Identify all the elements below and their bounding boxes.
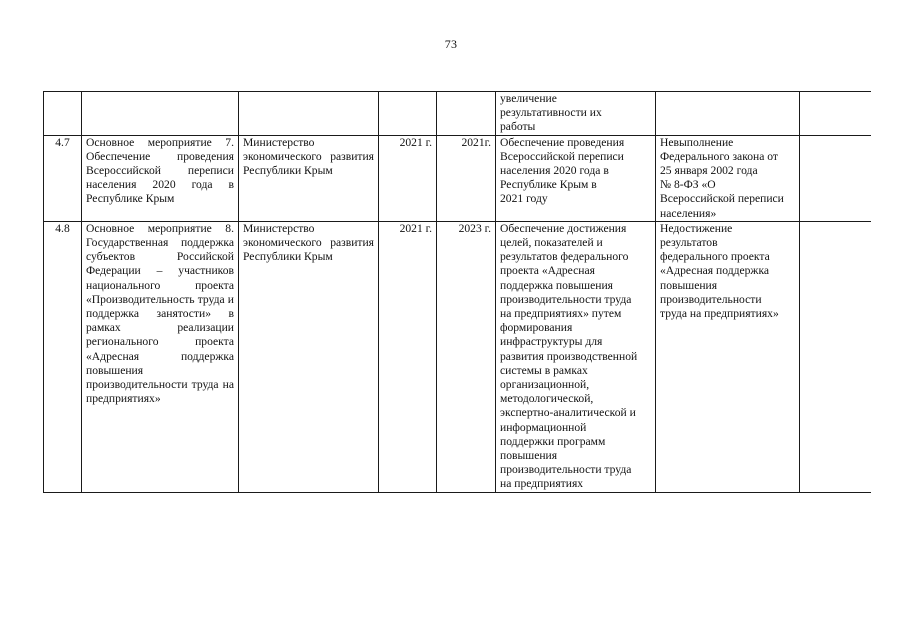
cell-executor: [239, 92, 379, 136]
cell-executor: Министерство экономического развития Республики Крым: [239, 135, 379, 221]
table-row-4-8: [44, 221, 871, 492]
cell-indicator-link: [800, 92, 871, 136]
table-row-continuation: [44, 92, 871, 136]
cell-number: [44, 92, 82, 136]
cell-consequence: Недостижение результатов федерального проекта «Адресная поддержка повышения производительности труда на предприятиях»: [656, 221, 800, 492]
cell-expected-result: Обеспечение проведения Всероссийской переписи населения 2020 года в Республике Крым в 2021 году: [496, 135, 656, 221]
table-row-4-7: [44, 135, 871, 221]
cell-end-year: 2021г.: [437, 135, 496, 221]
cell-number: 4.7: [44, 135, 82, 221]
cell-consequence: Невыполнение Федерального закона от 25 января 2002 года № 8-ФЗ «О Всероссийской переписи населения»: [656, 135, 800, 221]
cell-event: Основное мероприятие 8. Государственная поддержка субъектов Российской Федерации – участников национального проекта «Производительность труда и поддержка занятости» в рамках реализации регионального проекта «Адресная поддержка повышения производительности труда на предприятиях»: [82, 221, 239, 492]
cell-indicator-link: [800, 221, 871, 492]
cell-event: Основное мероприятие 7. Обеспечение проведения Всероссийской переписи населения 2020 года в Республике Крым: [82, 135, 239, 221]
cell-indicator-link: [800, 135, 871, 221]
cell-event: [82, 92, 239, 136]
cell-start-year: [379, 92, 437, 136]
cell-executor: Министерство экономического развития Республики Крым: [239, 221, 379, 492]
program-events-table: [43, 91, 871, 493]
cell-expected-result: Обеспечение достижения целей, показателей и результатов федерального проекта «Адресная поддержка повышения производительности труда на предприятиях» путем формирования инфраструктуры для развития производственной системы в рамках организационной, методологической, экспертно-аналитической и информационной поддержки программ повышения производительности труда на предприятиях: [496, 221, 656, 492]
cell-end-year: 2023 г.: [437, 221, 496, 492]
cell-expected-result: увеличение результативности их работы: [496, 92, 656, 136]
cell-start-year: 2021 г.: [379, 221, 437, 492]
cell-consequence: [656, 92, 800, 136]
page-number: 73: [444, 37, 458, 51]
cell-end-year: [437, 92, 496, 136]
cell-start-year: 2021 г.: [379, 135, 437, 221]
cell-number: 4.8: [44, 221, 82, 492]
